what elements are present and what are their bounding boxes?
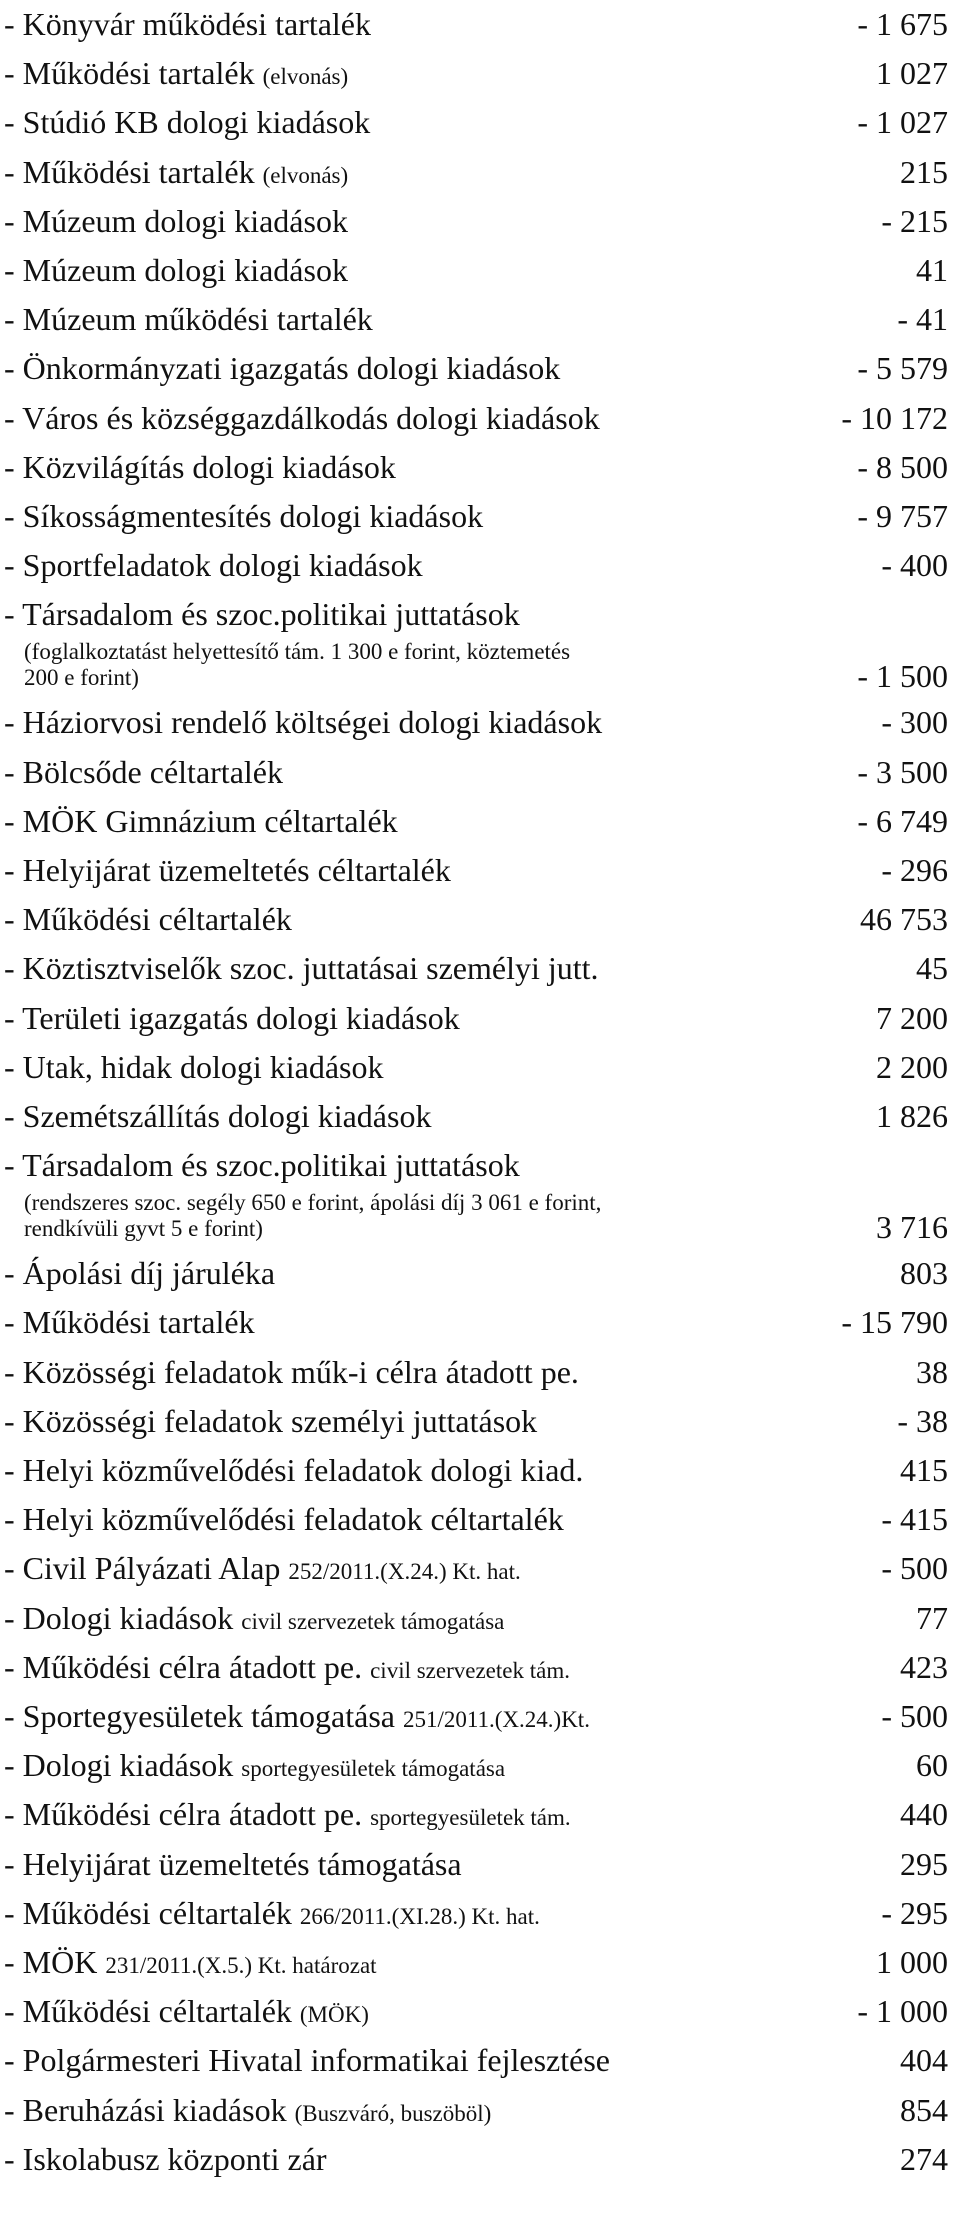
row-amount: - 8 500 bbox=[857, 448, 948, 485]
row-label-text: - Háziorvosi rendelő költségei dologi kiadások bbox=[4, 704, 603, 741]
row-label-text: - Közösségi feladatok műk-i célra átadott pe. bbox=[4, 1353, 579, 1390]
row-label-text: - Dologi kiadások bbox=[4, 1747, 234, 1784]
budget-row bbox=[0, 1495, 960, 1543]
row-label-text: - Sportegyesületek támogatása bbox=[4, 1698, 395, 1734]
row-amount: - 215 bbox=[881, 202, 948, 239]
row-label bbox=[4, 846, 451, 894]
row-amount: - 38 bbox=[897, 1402, 948, 1439]
row-label bbox=[4, 246, 348, 294]
row-label bbox=[4, 1643, 570, 1695]
row-label bbox=[4, 492, 483, 540]
row-amount: - 1 500 bbox=[857, 658, 948, 695]
row-amount: - 1 000 bbox=[857, 1993, 948, 2030]
budget-row bbox=[0, 1987, 960, 2035]
row-label-text: - Helyijárat üzemeltetés céltartalék bbox=[4, 852, 451, 888]
row-label bbox=[4, 197, 348, 245]
row-note: 252/2011.(X.24.) Kt. hat. bbox=[288, 1559, 521, 1585]
row-amount: 46 753 bbox=[860, 901, 948, 938]
budget-row bbox=[0, 1692, 960, 1740]
row-label-text: - Közösségi feladatok személyi juttatások bbox=[4, 1402, 538, 1439]
row-label bbox=[4, 698, 602, 746]
row-label bbox=[4, 1348, 579, 1396]
row-label bbox=[4, 1692, 590, 1744]
row-label-text: - Területi igazgatás dologi kiadások bbox=[4, 999, 460, 1036]
row-label bbox=[4, 1298, 255, 1346]
budget-row bbox=[0, 394, 960, 442]
budget-row bbox=[0, 1397, 960, 1445]
row-label-text: - Múzeum dologi kiadások bbox=[4, 202, 348, 239]
row-amount: 803 bbox=[900, 1255, 948, 1292]
row-amount: - 500 bbox=[881, 1698, 948, 1734]
row-amount: 1 027 bbox=[876, 55, 948, 92]
row-label bbox=[4, 1840, 462, 1888]
row-label bbox=[4, 443, 396, 491]
row-label bbox=[4, 1987, 369, 2039]
row-note: civil szervezetek támogatása bbox=[241, 1608, 505, 1634]
budget-row bbox=[0, 1446, 960, 1494]
row-label-text: - MÖK Gimnázium céltartalék bbox=[4, 802, 398, 839]
budget-row bbox=[0, 698, 960, 746]
budget-row bbox=[0, 1889, 960, 1937]
row-label-text: - Utak, hidak dologi kiadások bbox=[4, 1048, 384, 1085]
row-label bbox=[4, 748, 283, 796]
budget-row bbox=[0, 1298, 960, 1346]
row-note-line-1: (foglalkoztatást helyettesítő tám. 1 300 e forint, köztemetés bbox=[24, 639, 571, 665]
row-label-text: - MÖK bbox=[4, 1944, 98, 1980]
row-amount: - 1 027 bbox=[857, 104, 948, 141]
row-amount: 1 826 bbox=[876, 1098, 948, 1134]
row-amount: 7 200 bbox=[876, 999, 948, 1036]
row-label-text: - Dologi kiadások bbox=[4, 1599, 234, 1636]
row-amount: 423 bbox=[900, 1648, 948, 1685]
row-label-text: - Közvilágítás dologi kiadások bbox=[4, 448, 396, 485]
row-label-text: - Iskolabusz központi zár bbox=[4, 2140, 327, 2177]
row-note: (elvonás) bbox=[262, 64, 349, 90]
row-amount: 45 bbox=[916, 950, 948, 987]
row-label bbox=[4, 2135, 327, 2183]
row-note: civil szervezetek tám. bbox=[370, 1657, 570, 1683]
row-amount: 274 bbox=[900, 2140, 948, 2177]
row-label-text: - Társadalom és szoc.politikai juttatások bbox=[4, 1147, 520, 1184]
row-label bbox=[4, 295, 373, 343]
budget-row bbox=[0, 197, 960, 245]
row-label-text: - Működési céltartalék bbox=[4, 1894, 292, 1931]
row-amount: - 500 bbox=[881, 1550, 948, 1587]
budget-row bbox=[0, 246, 960, 294]
row-label bbox=[4, 541, 423, 589]
row-label-text: - Társadalom és szoc.politikai juttatások bbox=[4, 596, 520, 633]
row-label-text: - Sportfeladatok dologi kiadások bbox=[4, 547, 423, 584]
row-amount: - 10 172 bbox=[841, 399, 948, 436]
row-label-text: - Múzeum dologi kiadások bbox=[4, 252, 348, 288]
budget-row bbox=[0, 2086, 960, 2134]
row-label bbox=[4, 1092, 431, 1140]
row-note: 266/2011.(XI.28.) Kt. hat. bbox=[299, 1903, 540, 1929]
row-label bbox=[4, 1889, 540, 1941]
budget-row bbox=[0, 1348, 960, 1396]
budget-row bbox=[0, 748, 960, 796]
row-amount: 295 bbox=[900, 1845, 948, 1882]
budget-row bbox=[0, 1594, 960, 1642]
row-label-text: - Bölcsőde céltartalék bbox=[4, 753, 283, 790]
budget-row bbox=[0, 1840, 960, 1888]
row-label-text: - Stúdió KB dologi kiadások bbox=[4, 104, 371, 141]
budget-row bbox=[0, 1790, 960, 1838]
row-amount: - 415 bbox=[881, 1501, 948, 1538]
row-label-text: - Helyijárat üzemeltetés támogatása bbox=[4, 1845, 462, 1882]
row-label bbox=[4, 394, 600, 442]
row-label bbox=[4, 1594, 504, 1646]
row-label-text: - Működési céltartalék bbox=[4, 901, 292, 938]
row-amount: - 1 675 bbox=[857, 6, 948, 42]
row-label bbox=[4, 994, 460, 1042]
row-label-text: - Ápolási díj járuléka bbox=[4, 1255, 276, 1292]
row-note: sportegyesületek támogatása bbox=[241, 1756, 506, 1782]
row-note-line-2: 200 e forint) bbox=[24, 665, 139, 691]
row-label-text: - Működési célra átadott pe. bbox=[4, 1648, 363, 1685]
row-label bbox=[4, 944, 599, 992]
row-label bbox=[4, 1397, 537, 1445]
row-label bbox=[4, 49, 348, 101]
row-note: sportegyesületek tám. bbox=[370, 1805, 571, 1831]
budget-row bbox=[0, 541, 960, 589]
row-label-text: - Múzeum működési tartalék bbox=[4, 301, 373, 338]
budget-row bbox=[0, 98, 960, 146]
row-amount: - 5 579 bbox=[857, 350, 948, 387]
row-label-text: - Működési célra átadott pe. bbox=[4, 1796, 363, 1833]
row-label-text: - Működési tartalék bbox=[4, 153, 255, 190]
row-note: 231/2011.(X.5.) Kt. határozat bbox=[105, 1953, 377, 1978]
budget-row bbox=[0, 1043, 960, 1091]
row-amount: 60 bbox=[916, 1747, 948, 1784]
budget-row bbox=[0, 295, 960, 343]
budget-row bbox=[0, 492, 960, 540]
budget-row bbox=[0, 797, 960, 845]
row-label bbox=[4, 2036, 610, 2084]
budget-row bbox=[0, 994, 960, 1042]
row-label-text: - Helyi közművelődési feladatok céltartalék bbox=[4, 1501, 564, 1538]
row-label bbox=[4, 344, 560, 392]
budget-row bbox=[0, 1741, 960, 1789]
row-amount: - 41 bbox=[897, 301, 948, 338]
row-amount: 2 200 bbox=[876, 1048, 948, 1085]
row-label bbox=[4, 2086, 491, 2138]
row-amount: 41 bbox=[916, 252, 948, 288]
row-amount: - 295 bbox=[881, 1894, 948, 1931]
row-amount: 1 000 bbox=[876, 1944, 948, 1980]
row-label-text: - Működési céltartalék bbox=[4, 1993, 292, 2030]
row-label bbox=[4, 1741, 505, 1793]
row-note-line-1: (rendszeres szoc. segély 650 e forint, ápolási díj 3 061 e forint, bbox=[24, 1190, 602, 1216]
row-label bbox=[4, 1790, 571, 1842]
row-label-text: - Könyvár működési tartalék bbox=[4, 6, 371, 42]
row-amount: - 9 757 bbox=[857, 498, 948, 534]
row-label bbox=[4, 98, 370, 146]
row-amount: - 300 bbox=[881, 704, 948, 741]
row-amount: 440 bbox=[900, 1796, 948, 1833]
budget-row bbox=[0, 2135, 960, 2183]
row-label bbox=[4, 1043, 383, 1091]
row-label-text: - Helyi közművelődési feladatok dologi kiad. bbox=[4, 1452, 584, 1488]
budget-row bbox=[0, 2036, 960, 2084]
row-note: 251/2011.(X.24.)Kt. bbox=[402, 1707, 590, 1732]
budget-row-multiline bbox=[0, 590, 960, 698]
row-label-text: - Működési tartalék bbox=[4, 1304, 255, 1341]
row-amount: 215 bbox=[900, 153, 948, 190]
row-label bbox=[4, 1495, 564, 1543]
row-label bbox=[4, 1446, 583, 1494]
row-amount: 38 bbox=[916, 1353, 948, 1390]
row-label-text: - Város és községgazdálkodás dologi kiadások bbox=[4, 399, 600, 436]
row-label-text: - Polgármesteri Hivatal informatikai fejlesztése bbox=[4, 2042, 610, 2079]
budget-row bbox=[0, 1544, 960, 1592]
row-label bbox=[4, 895, 292, 943]
row-note: (elvonás) bbox=[262, 162, 349, 188]
row-note: (Buszváró, buszöböl) bbox=[294, 2100, 492, 2126]
budget-row bbox=[0, 443, 960, 491]
budget-row bbox=[0, 1938, 960, 1986]
row-label bbox=[4, 1938, 377, 1990]
budget-row bbox=[0, 895, 960, 943]
row-label-text: - Szemétszállítás dologi kiadások bbox=[4, 1098, 432, 1134]
budget-row bbox=[0, 846, 960, 894]
budget-row bbox=[0, 1249, 960, 1297]
row-note: (MÖK) bbox=[299, 2002, 369, 2028]
row-label bbox=[4, 0, 371, 48]
budget-row bbox=[0, 1643, 960, 1691]
budget-row bbox=[0, 1092, 960, 1140]
budget-row bbox=[0, 344, 960, 392]
budget-row bbox=[0, 148, 960, 196]
row-amount: - 15 790 bbox=[841, 1304, 948, 1341]
row-label-text: - Síkosságmentesítés dologi kiadások bbox=[4, 498, 484, 534]
row-amount: - 6 749 bbox=[857, 802, 948, 839]
row-amount: - 400 bbox=[881, 547, 948, 584]
budget-row bbox=[0, 49, 960, 97]
row-amount: - 3 500 bbox=[857, 753, 948, 790]
row-amount: 415 bbox=[900, 1452, 948, 1488]
budget-row-multiline bbox=[0, 1141, 960, 1249]
row-label bbox=[4, 1249, 275, 1297]
row-amount: 404 bbox=[900, 2042, 948, 2079]
row-amount: - 296 bbox=[881, 852, 948, 888]
row-amount: 3 716 bbox=[876, 1209, 948, 1246]
row-note-line-2: rendkívüli gyvt 5 e forint) bbox=[24, 1216, 263, 1242]
row-label-text: - Működési tartalék bbox=[4, 55, 255, 92]
row-amount: 854 bbox=[900, 2091, 948, 2128]
row-label-text: - Önkormányzati igazgatás dologi kiadások bbox=[4, 350, 561, 387]
row-label-text: - Beruházási kiadások bbox=[4, 2091, 287, 2128]
budget-row bbox=[0, 0, 960, 48]
row-label bbox=[4, 1544, 521, 1596]
row-label-text: - Civil Pályázati Alap bbox=[4, 1550, 281, 1587]
row-label bbox=[4, 797, 398, 845]
row-label-text: - Köztisztviselők szoc. juttatásai személyi jutt. bbox=[4, 950, 599, 987]
row-label bbox=[4, 148, 348, 200]
budget-row bbox=[0, 944, 960, 992]
row-amount: 77 bbox=[916, 1599, 948, 1636]
